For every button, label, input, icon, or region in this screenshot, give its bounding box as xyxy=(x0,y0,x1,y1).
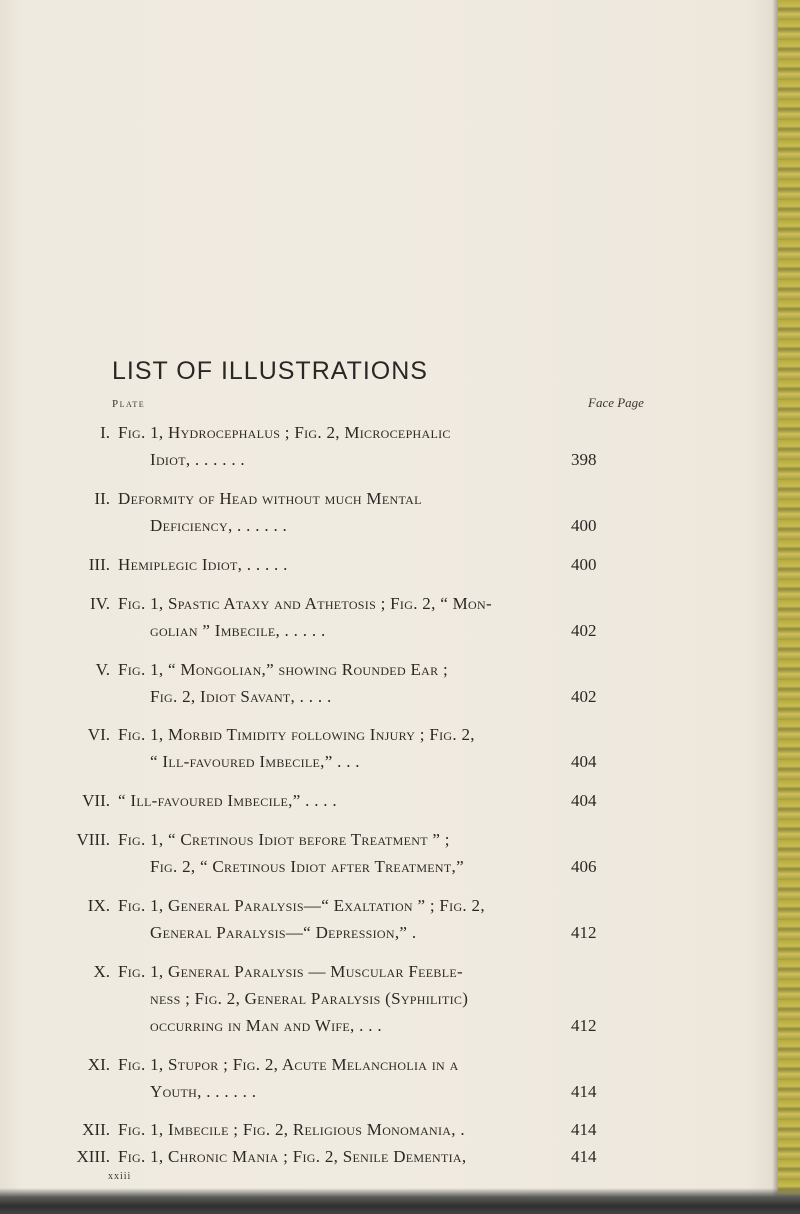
plate-page-number: 402 xyxy=(571,687,597,706)
plate-caption-line: Fig. 1, “ Mongolian,” showing Rounded Ear ; xyxy=(118,660,448,679)
plate-page-number: 400 xyxy=(571,516,597,535)
plate-caption-line: Fig. 1, Imbecile ; Fig. 2, Religious Monomania, . xyxy=(118,1120,465,1139)
plate-page-number: 414 xyxy=(571,1120,597,1139)
plate-page-number: 404 xyxy=(571,791,597,810)
plate-caption-line: Fig. 2, “ Cretinous Idiot after Treatment,” xyxy=(150,857,464,876)
plate-page-number: 412 xyxy=(571,1016,597,1035)
plate-number: I. xyxy=(100,423,110,442)
plate-caption-line: Idiot, . . . . . . xyxy=(150,450,245,469)
plate-number: IV. xyxy=(90,594,110,613)
plate-page-number: 400 xyxy=(571,555,597,574)
page-bottom-edge xyxy=(0,1188,800,1214)
plate-number: V. xyxy=(95,660,110,679)
column-header-face-page: Face Page xyxy=(588,395,644,410)
plate-caption-line: Fig. 1, “ Cretinous Idiot before Treatment ” ; xyxy=(118,830,450,849)
plate-caption-line: Fig. 1, Morbid Timidity following Injury ; Fig. 2, xyxy=(118,725,475,744)
plate-caption-line: Deformity of Head without much Mental xyxy=(118,489,422,508)
plate-number: VI. xyxy=(87,725,110,744)
plate-caption-line: Youth, . . . . . . xyxy=(150,1082,257,1101)
plate-number: III. xyxy=(88,555,110,574)
page-title: LIST OF ILLUSTRATIONS xyxy=(112,357,428,385)
plate-page-number: 406 xyxy=(571,857,597,876)
page-folio: xxiii xyxy=(108,1171,132,1182)
plate-caption-line: Fig. 1, Stupor ; Fig. 2, Acute Melancholia in a xyxy=(118,1055,459,1074)
plate-caption-line: Fig. 1, Spastic Ataxy and Athetosis ; Fig. 2, “ Mon- xyxy=(118,594,492,613)
plate-caption-line: Deficiency, . . . . . . xyxy=(150,516,288,535)
plate-number: IX. xyxy=(87,896,110,915)
plate-page-number: 404 xyxy=(571,752,597,771)
plate-caption-line: ness ; Fig. 2, General Paralysis (Syphilitic) xyxy=(150,989,469,1008)
plate-caption-line: Fig. 2, Idiot Savant, . . . . xyxy=(150,687,332,706)
plate-caption-line: Hemiplegic Idiot, . . . . . xyxy=(118,555,288,574)
plate-caption-line: golian ” Imbecile, . . . . . xyxy=(150,621,326,640)
plate-caption-line: Fig. 1, General Paralysis—“ Exaltation ” ; Fig. 2, xyxy=(118,896,485,915)
plate-number: VII. xyxy=(82,791,110,810)
plate-number: XIII. xyxy=(76,1147,110,1166)
plate-number: XII. xyxy=(82,1120,110,1139)
plate-page-number: 414 xyxy=(571,1082,597,1101)
plate-page-number: 402 xyxy=(571,621,597,640)
plate-number: X. xyxy=(93,962,110,981)
plate-caption-line: General Paralysis—“ Depression,” . xyxy=(150,923,417,942)
plate-caption-line: Fig. 1, General Paralysis — Muscular Feeble- xyxy=(118,962,463,981)
column-header-plate: Plate xyxy=(112,398,146,410)
plate-caption-line: Fig. 1, Hydrocephalus ; Fig. 2, Microcephalic xyxy=(118,423,451,442)
plate-caption-line: occurring in Man and Wife, . . . xyxy=(150,1016,382,1035)
plate-page-number: 414 xyxy=(571,1147,597,1166)
plate-caption-line: “ Ill-favoured Imbecile,” . . . . xyxy=(118,791,337,810)
plate-page-number: 398 xyxy=(571,450,597,469)
plate-caption-line: Fig. 1, Chronic Mania ; Fig. 2, Senile Dementia, xyxy=(118,1147,467,1166)
plate-number: II. xyxy=(94,489,110,508)
plate-page-number: 412 xyxy=(571,923,597,942)
gilt-page-edge xyxy=(778,0,800,1214)
plate-caption-line: “ Ill-favoured Imbecile,” . . . xyxy=(150,752,360,771)
plate-number: VIII. xyxy=(76,830,110,849)
plate-number: XI. xyxy=(87,1055,110,1074)
